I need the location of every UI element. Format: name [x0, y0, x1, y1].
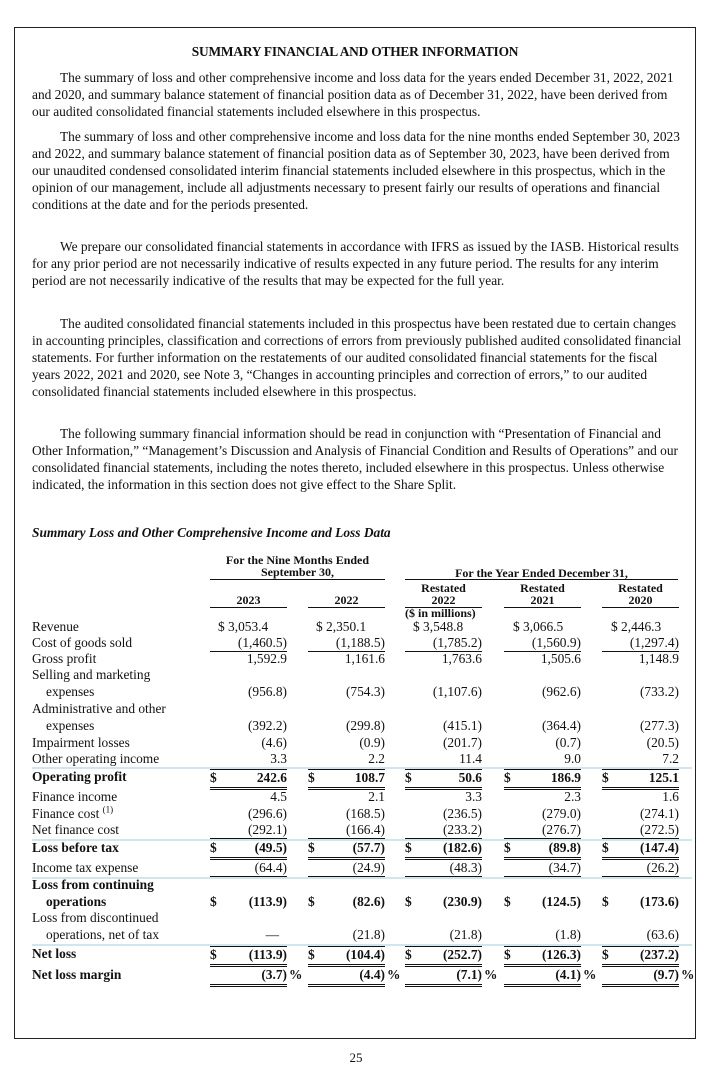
cell: 3.3: [270, 751, 287, 766]
cell-value: (3.7): [261, 967, 287, 982]
dollar-sign: $: [308, 840, 315, 855]
cell: [405, 840, 482, 856]
cell: (296.6): [247, 806, 287, 821]
cell: 3.3: [465, 789, 482, 804]
cell: $ 2,350.1: [316, 619, 367, 634]
footnote-marker: (1): [102, 804, 114, 815]
row-label: Gross profit: [32, 651, 97, 666]
row-label: Impairment losses: [32, 735, 130, 750]
col-header-year: 2022: [431, 593, 456, 607]
table-row-loss-discontinued-label: [32, 910, 692, 926]
cell: [504, 840, 581, 856]
row-label: [32, 806, 113, 822]
cell: [405, 946, 482, 963]
table-row-finance-cost: [32, 806, 692, 822]
table-row-net-loss: [32, 946, 692, 962]
cell-value: (126.3): [541, 947, 581, 962]
cell: [308, 894, 385, 910]
cell: 1,592.9: [246, 651, 287, 666]
col-header-restated-label: Restated: [421, 581, 466, 595]
cell: (64.4): [210, 860, 287, 877]
col-header-restated-label: Restated: [520, 581, 565, 595]
table-row-gross-profit: [32, 651, 692, 667]
table-row-admin-expenses: [32, 718, 692, 734]
dollar-sign: $: [308, 947, 315, 962]
intro-paragraph-4: The audited consolidated financial statements included in this prospectus have been restated due to certain changes in accounting principles, classification and corrections of errors from previously published audited consolidated financial statements. For further information on the restatements of our audited consolidated financial statements for the fiscal years 2022, 2021 and 2020, see Note 3, “Changes in accounting principles and correction of errors,” to our audited consolidated financial statements included elsewhere in this prospectus.: [32, 316, 682, 399]
cell: 1,161.6: [344, 651, 385, 666]
table-row-net-finance-cost: [32, 822, 692, 838]
cell: [602, 769, 679, 786]
table-row-income-tax: [32, 860, 692, 876]
cell: (276.7): [504, 822, 581, 839]
cell: 2.1: [368, 789, 385, 804]
cell-value: (82.6): [352, 894, 385, 909]
cell: [405, 769, 482, 786]
cell: $ 2,446.3: [611, 619, 662, 634]
col-header-restated-2021: [504, 582, 581, 606]
percent-suffix: %: [583, 967, 597, 982]
percent-suffix: %: [484, 967, 498, 982]
cell: (4.6): [261, 735, 287, 750]
dollar-sign: $: [504, 770, 511, 785]
row-label: Income tax expense: [32, 860, 139, 875]
units-label: ($ in millions): [405, 606, 476, 620]
dollar-sign: $: [210, 770, 217, 785]
row-label: Loss before tax: [32, 840, 119, 855]
cell: [308, 967, 401, 983]
cell: [405, 894, 482, 910]
cell-value: 125.1: [648, 770, 679, 785]
table-section-title: Summary Loss and Other Comprehensive Income and Loss Data: [32, 525, 391, 540]
year-ended-header: For the Year Ended December 31,: [455, 566, 628, 580]
cell-value: (173.6): [639, 894, 679, 909]
nine-months-rule: [210, 579, 385, 580]
row-label: Selling and marketing: [32, 667, 151, 682]
row-label: Net finance cost: [32, 822, 119, 837]
cell: 1,505.6: [540, 651, 581, 666]
dollar-sign: $: [602, 840, 609, 855]
row-label: Loss from discontinued: [32, 910, 159, 925]
cell-value: (230.9): [442, 894, 482, 909]
cell: (1,560.9): [504, 635, 581, 652]
cell-value: (147.4): [639, 840, 679, 855]
cell: $ 3,548.8: [413, 619, 464, 634]
cell-value: (89.8): [548, 840, 581, 855]
table-row-revenue: [32, 619, 692, 635]
row-label: operations: [46, 894, 107, 909]
cell-value: (237.2): [639, 947, 679, 962]
cell: (1,460.5): [210, 635, 287, 652]
cell: (1,107.6): [432, 684, 482, 699]
cell: [210, 967, 303, 983]
cell: [210, 840, 287, 856]
cell: [504, 946, 581, 963]
table-row-selling-label: [32, 667, 692, 683]
table-row-loss-discontinued: [32, 927, 692, 943]
cell: $ 3,066.5: [513, 619, 564, 634]
cell-value: (4.1): [555, 967, 581, 982]
nine-months-header: [210, 554, 385, 578]
table-row-operating-profit: [32, 769, 692, 785]
cell: (1.8): [555, 927, 581, 942]
cell-value: 186.9: [550, 770, 581, 785]
dollar-sign: $: [602, 947, 609, 962]
col-rule: [308, 607, 385, 608]
cell: $ 3,053.4: [218, 619, 269, 634]
cell-value: (57.7): [352, 840, 385, 855]
cell-value: (4.4): [359, 967, 385, 982]
cell: (21.8): [449, 927, 482, 942]
cell: (292.1): [210, 822, 287, 839]
cell: [504, 967, 597, 983]
table-row-admin-label: [32, 701, 692, 717]
dollar-sign: $: [602, 894, 609, 909]
percent-suffix: %: [387, 967, 401, 982]
cell: [602, 894, 679, 910]
cell: [504, 769, 581, 786]
cell: 1.6: [662, 789, 679, 804]
cell: (168.5): [345, 806, 385, 821]
dollar-sign: $: [308, 894, 315, 909]
table-row-loss-continuing: [32, 894, 692, 910]
col-header-2022: 2022: [334, 593, 359, 607]
cell: (24.9): [308, 860, 385, 877]
percent-suffix: %: [289, 967, 303, 982]
nine-months-header-line1: For the Nine Months Ended: [225, 553, 370, 567]
cell: (279.0): [541, 806, 581, 821]
dollar-sign: $: [504, 894, 511, 909]
row-label: Operating profit: [32, 769, 127, 784]
cell: (415.1): [442, 718, 482, 733]
dollar-sign: $: [405, 770, 412, 785]
cell: 7.2: [662, 751, 679, 766]
cell-value: (124.5): [541, 894, 581, 909]
percent-suffix: %: [681, 967, 695, 982]
cell: 1,148.9: [638, 651, 679, 666]
row-label: Finance income: [32, 789, 118, 804]
dollar-sign: $: [504, 947, 511, 962]
cell: (166.4): [308, 822, 385, 839]
page-title: SUMMARY FINANCIAL AND OTHER INFORMATION: [191, 44, 519, 59]
row-label: Other operating income: [32, 751, 160, 766]
dollar-sign: $: [210, 947, 217, 962]
row-label: Revenue: [32, 619, 79, 634]
row-label: operations, net of tax: [46, 927, 160, 942]
row-label: expenses: [46, 684, 95, 699]
cell: [405, 967, 498, 983]
cell: (956.8): [247, 684, 287, 699]
dollar-sign: $: [308, 770, 315, 785]
intro-paragraph-3: We prepare our consolidated financial statements in accordance with IFRS as issued by the IASB. Historical results for any prior period are not necessarily indicative of results expected in any future period. The results for any interim period are not necessarily indicative of the results that may be expected for the full year.: [32, 239, 679, 288]
row-label: Net loss: [32, 946, 77, 961]
row-label-text: Finance cost: [32, 806, 100, 821]
cell-value: (113.9): [248, 894, 287, 909]
cell: (754.3): [345, 684, 385, 699]
dollar-sign: $: [504, 840, 511, 855]
cell-value: (7.1): [456, 967, 482, 982]
dollar-sign: $: [405, 840, 412, 855]
row-label: Administrative and other: [32, 701, 166, 716]
year-ended-rule: [405, 579, 678, 580]
nine-months-header-line2: September 30,: [260, 565, 335, 579]
cell: (21.8): [352, 927, 385, 942]
cell: (63.6): [646, 927, 679, 942]
cell-value: 242.6: [256, 770, 287, 785]
cell: 2.3: [564, 789, 581, 804]
col-rule: [602, 607, 679, 608]
cell-value: (113.9): [248, 947, 287, 962]
cell: 11.4: [459, 751, 482, 766]
row-label: Net loss margin: [32, 967, 122, 982]
dollar-sign: $: [405, 894, 412, 909]
cell: 4.5: [270, 789, 287, 804]
row-label: Loss from continuing: [32, 877, 154, 892]
intro-paragraph-5: The following summary financial information should be read in conjunction with “Presentation of Financial and Other Information,” “Management’s Discussion and Analysis of Financial Condition and Results of Operations” and our consolidated financial statements, including the notes thereto, included elsewhere in this prospectus. Unless otherwise indicated, the information in this section does not give effect to the Share Split.: [32, 426, 678, 492]
intro-paragraph-1: The summary of loss and other comprehensive income and loss data for the years ended December 31, 2022, 2021 and 2020, and summary balance statement of financial position data as of December 31, 2022, have been derived from our audited consolidated financial statements included elsewhere in this prospectus.: [32, 70, 674, 119]
cell: (26.2): [602, 860, 679, 877]
table-row-loss-continuing-label: [32, 877, 692, 893]
col-rule: [504, 607, 581, 608]
table-row-loss-before-tax: [32, 840, 692, 856]
col-header-restated-2020: [602, 582, 679, 606]
col-header-year: 2020: [628, 593, 653, 607]
table-row-impairment: [32, 735, 692, 751]
cell: [504, 894, 581, 910]
cell: (364.4): [541, 718, 581, 733]
col-header-2023: 2023: [236, 593, 261, 607]
dollar-sign: $: [405, 947, 412, 962]
cell: 2.2: [368, 751, 385, 766]
row-label: expenses: [46, 718, 95, 733]
table-row-finance-income: [32, 789, 692, 805]
cell-value: (9.7): [653, 967, 679, 982]
table-row-net-loss-margin: [32, 967, 695, 983]
cell: 9.0: [564, 751, 581, 766]
cell: (962.6): [541, 684, 581, 699]
cell: (48.3): [405, 860, 482, 877]
cell: (20.5): [646, 735, 679, 750]
cell: [602, 840, 679, 856]
cell: [210, 769, 287, 786]
col-rule: [210, 607, 287, 608]
cell: [210, 894, 287, 910]
cell: [308, 769, 385, 786]
table-row-selling-expenses: [32, 684, 692, 700]
intro-paragraph-2: The summary of loss and other comprehensive income and loss data for the nine months ended September 30, 2023 and 2022, and summary balance statement of financial position data as of September 30, 2023, have been derived from our unaudited condensed consolidated interim financial statements included elsewhere in this prospectus, which in the opinion of our management, include all adjustments necessary to present fairly our results of operations and financial conditions at the date and for the periods presented.: [32, 129, 680, 212]
cell-value: (104.4): [345, 947, 385, 962]
col-header-restated-2022: [405, 582, 482, 606]
cell: (277.3): [639, 718, 679, 733]
table-row-cogs: [32, 635, 692, 651]
cell: (0.9): [359, 735, 385, 750]
page-number: 25: [349, 1050, 363, 1065]
cell: (1,297.4): [602, 635, 679, 652]
cell: (1,188.5): [308, 635, 385, 652]
cell-value: (252.7): [442, 947, 482, 962]
dollar-sign: $: [210, 840, 217, 855]
dollar-sign: $: [210, 894, 217, 909]
cell: (1,785.2): [405, 635, 482, 652]
cell: —: [265, 927, 279, 942]
dollar-sign: $: [602, 770, 609, 785]
cell: (236.5): [442, 806, 482, 821]
col-header-restated-label: Restated: [618, 581, 663, 595]
cell: (0.7): [555, 735, 581, 750]
cell: (392.2): [247, 718, 287, 733]
cell-value: 50.6: [458, 770, 482, 785]
cell-value: (49.5): [254, 840, 287, 855]
col-header-year: 2021: [530, 593, 555, 607]
cell: (274.1): [639, 806, 679, 821]
cell-value: (182.6): [442, 840, 482, 855]
row-label: Cost of goods sold: [32, 635, 133, 650]
cell: [308, 946, 385, 963]
cell: (233.2): [405, 822, 482, 839]
cell: (299.8): [345, 718, 385, 733]
cell: [602, 946, 679, 963]
cell: (733.2): [639, 684, 679, 699]
cell: (34.7): [504, 860, 581, 877]
cell: [308, 840, 385, 856]
cell: [602, 967, 695, 983]
cell: (201.7): [442, 735, 482, 750]
table-row-other-operating-income: [32, 751, 692, 767]
cell-value: 108.7: [354, 770, 385, 785]
cell: [210, 946, 287, 963]
cell: (272.5): [602, 822, 679, 839]
cell: 1,763.6: [441, 651, 482, 666]
